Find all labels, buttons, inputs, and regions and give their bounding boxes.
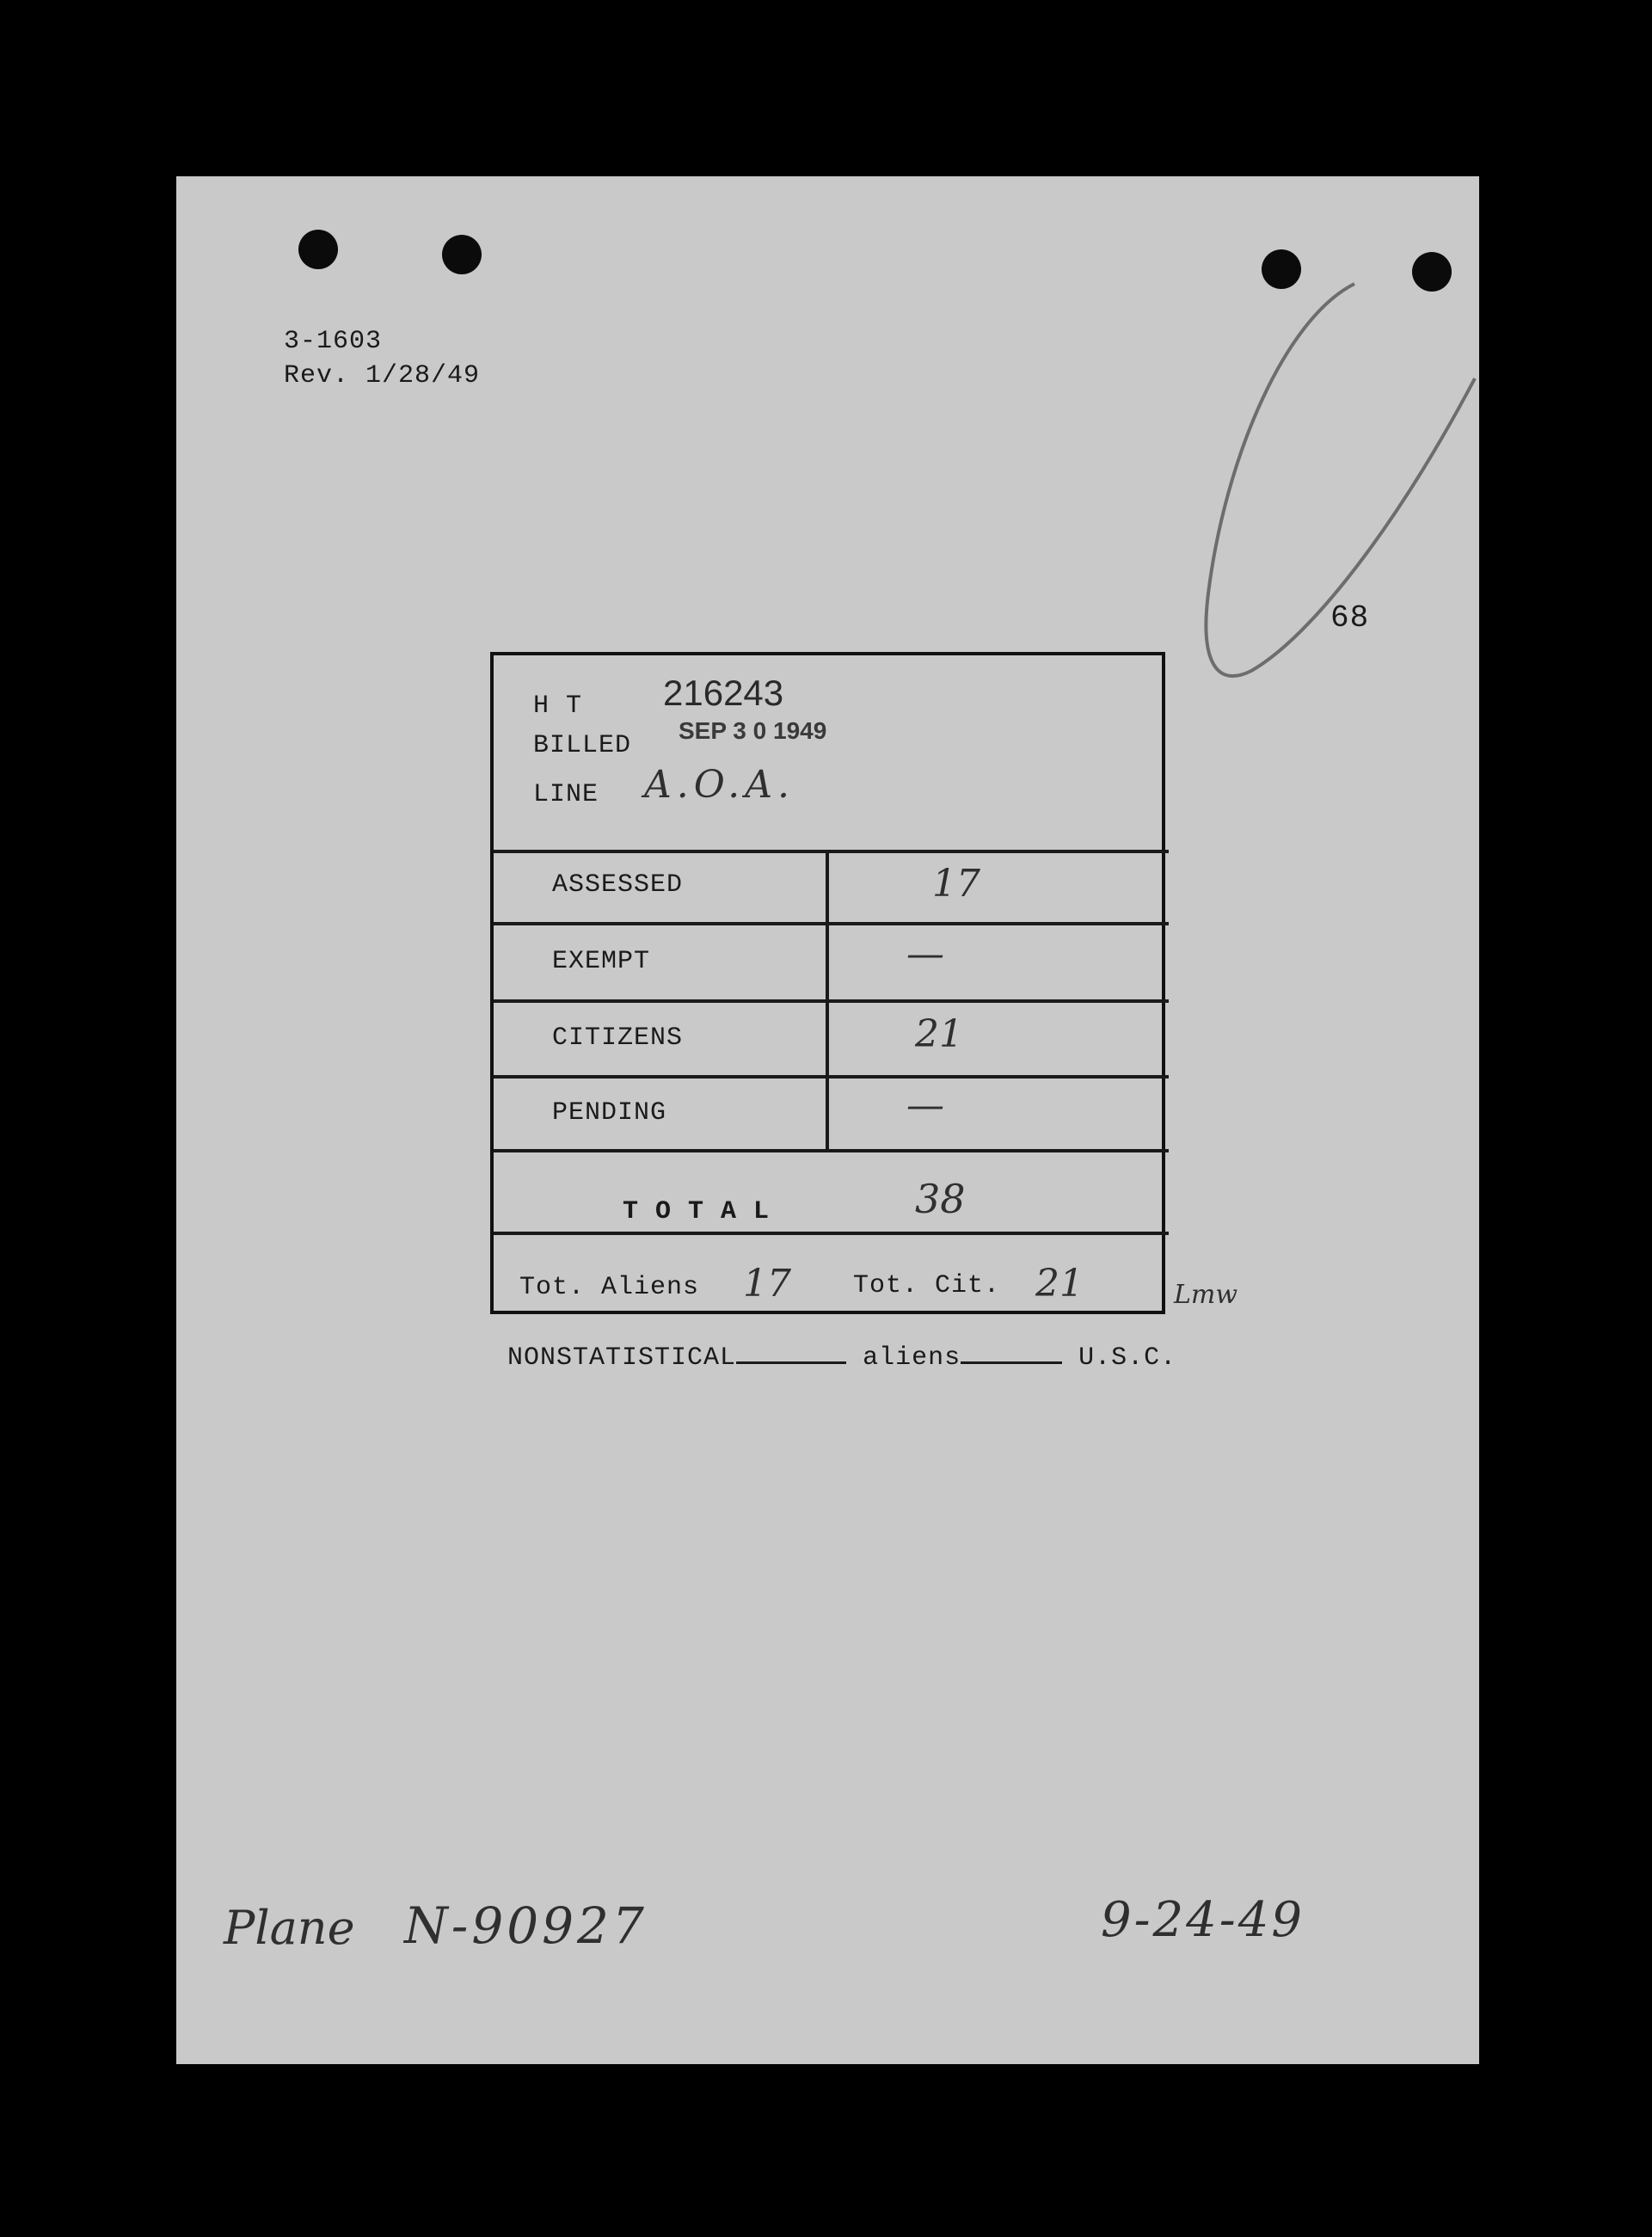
- page-number: 68: [1330, 600, 1370, 636]
- divider: [494, 1075, 1169, 1079]
- form-number: 3-1603: [284, 327, 383, 356]
- nonstatistical-aliens-blank: [736, 1361, 846, 1364]
- nonstatistical-aliens-label: aliens: [863, 1343, 961, 1373]
- line-label: LINE: [533, 780, 599, 809]
- ht-label: H T: [533, 691, 583, 721]
- billed-label: BILLED: [533, 731, 632, 760]
- reviewer-initials: Lmw: [1174, 1280, 1238, 1310]
- billed-date-stamp: SEP 3 0 1949: [679, 717, 827, 744]
- ht-number: 216243: [663, 673, 784, 713]
- plane-label: Plane: [224, 1901, 355, 1955]
- exempt-value: —: [906, 932, 944, 976]
- tot-cit-label: Tot. Cit.: [853, 1271, 1001, 1300]
- tot-aliens-value: 17: [743, 1262, 791, 1306]
- assessed-value: 17: [932, 862, 980, 906]
- immigration-tally-form: [490, 652, 1165, 1314]
- citizens-label: CITIZENS: [552, 1023, 684, 1053]
- divider: [494, 1149, 1169, 1152]
- plane-number: N-90927: [404, 1896, 648, 1955]
- divider: [494, 922, 1169, 925]
- total-label: T O T A L: [623, 1197, 771, 1226]
- nonstatistical-line: [507, 1343, 1176, 1373]
- tot-aliens-label: Tot. Aliens: [519, 1273, 700, 1302]
- line-value: A.O.A.: [644, 763, 795, 807]
- exempt-label: EXEMPT: [552, 947, 651, 976]
- check-mark-icon: [1114, 267, 1479, 783]
- pending-value: —: [906, 1084, 944, 1128]
- pending-label: PENDING: [552, 1098, 667, 1128]
- column-divider: [826, 850, 829, 1149]
- nonstatistical-usc-label: U.S.C.: [1078, 1343, 1177, 1373]
- divider: [494, 850, 1169, 853]
- tot-cit-value: 21: [1035, 1262, 1084, 1306]
- citizens-value: 21: [915, 1012, 963, 1056]
- assessed-label: ASSESSED: [552, 870, 684, 900]
- punch-hole: [442, 235, 482, 274]
- nonstatistical-label: NONSTATISTICAL: [507, 1343, 737, 1373]
- nonstatistical-usc-blank: [961, 1361, 1062, 1364]
- footer-date: 9-24-49: [1101, 1892, 1305, 1948]
- divider: [494, 1232, 1169, 1235]
- divider: [494, 999, 1169, 1003]
- form-revision: Rev. 1/28/49: [284, 361, 481, 390]
- total-value: 38: [915, 1176, 966, 1222]
- punch-hole: [298, 230, 338, 269]
